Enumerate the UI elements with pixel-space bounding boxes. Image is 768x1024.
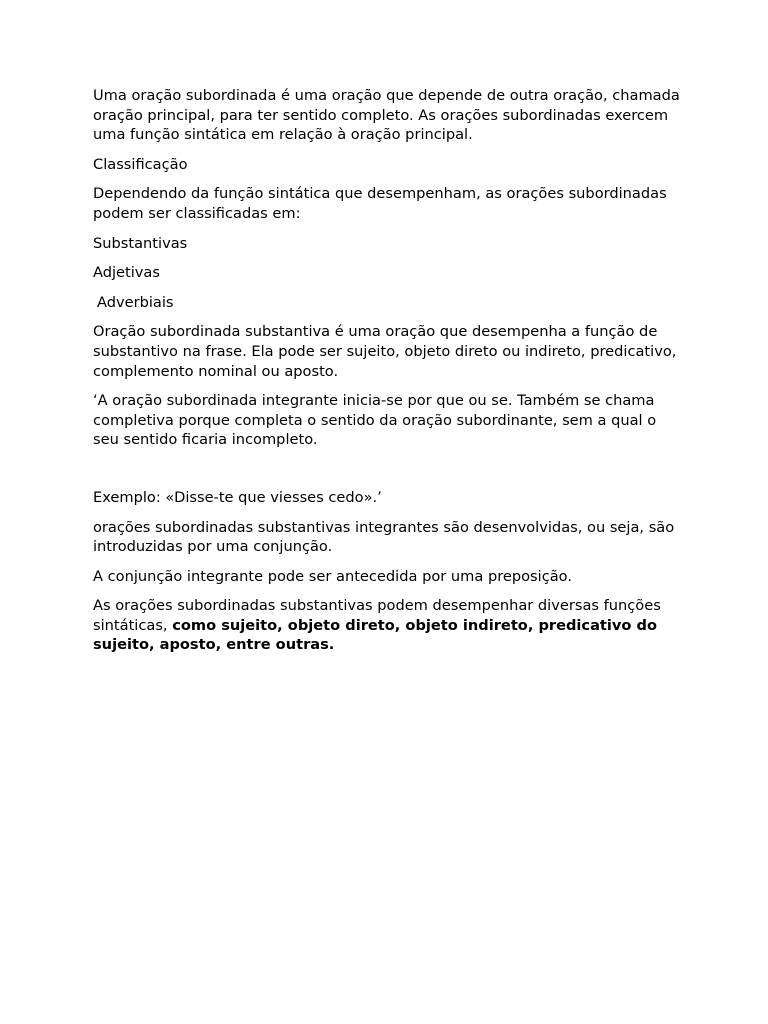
paragraph-funcoes-bold-text: como sujeito, objeto direto, objeto indireto, predicativo do sujeito, aposto, entre outras. [93, 616, 658, 654]
document-body [93, 86, 683, 665]
paragraph-classificacao: Classificação [93, 155, 188, 173]
paragraph-exemplo: Exemplo: «Disse-te que viesses cedo».’ [93, 488, 382, 506]
paragraph-funcoes [93, 596, 683, 655]
paragraph-desenvolvidas: orações subordinadas substantivas integrantes são desenvolvidas, ou seja, são introduzidas por uma conjunção. [93, 518, 675, 556]
list-item-adjetivas: Adjetivas [93, 264, 160, 282]
paragraph-integrante: ‘A oração subordinada integrante inicia-se por que ou se. Também se chama completiva porque completa o sentido da oração subordinante, sem a qual o seu sentido ficaria incompleto. [93, 392, 657, 449]
paragraph-funcoes-text: As orações subordinadas substantivas podem desempenhar diversas funções sintáticas, [93, 597, 661, 634]
paragraph-dependendo: Dependendo da função sintática que desempenham, as orações subordinadas podem ser classificadas em: [93, 185, 667, 222]
paragraph-intro: Uma oração subordinada é uma oração que depende de outra oração, chamada oração principal, para ter sentido completo. As orações subordinadas exercem uma função sintática em relação à oração principal. [93, 87, 680, 144]
list-item-adverbiais: Adverbiais [97, 293, 174, 311]
list-item-substantivas: Substantivas [93, 234, 188, 252]
paragraph-preposicao: A conjunção integrante pode ser antecedida por uma preposição. [93, 567, 572, 585]
paragraph-definicao-substantiva: Oração subordinada substantiva é uma oração que desempenha a função de substantivo na frase. Ela pode ser sujeito, objeto direto ou indireto, predicativo, complemento nominal ou aposto. [93, 323, 677, 380]
